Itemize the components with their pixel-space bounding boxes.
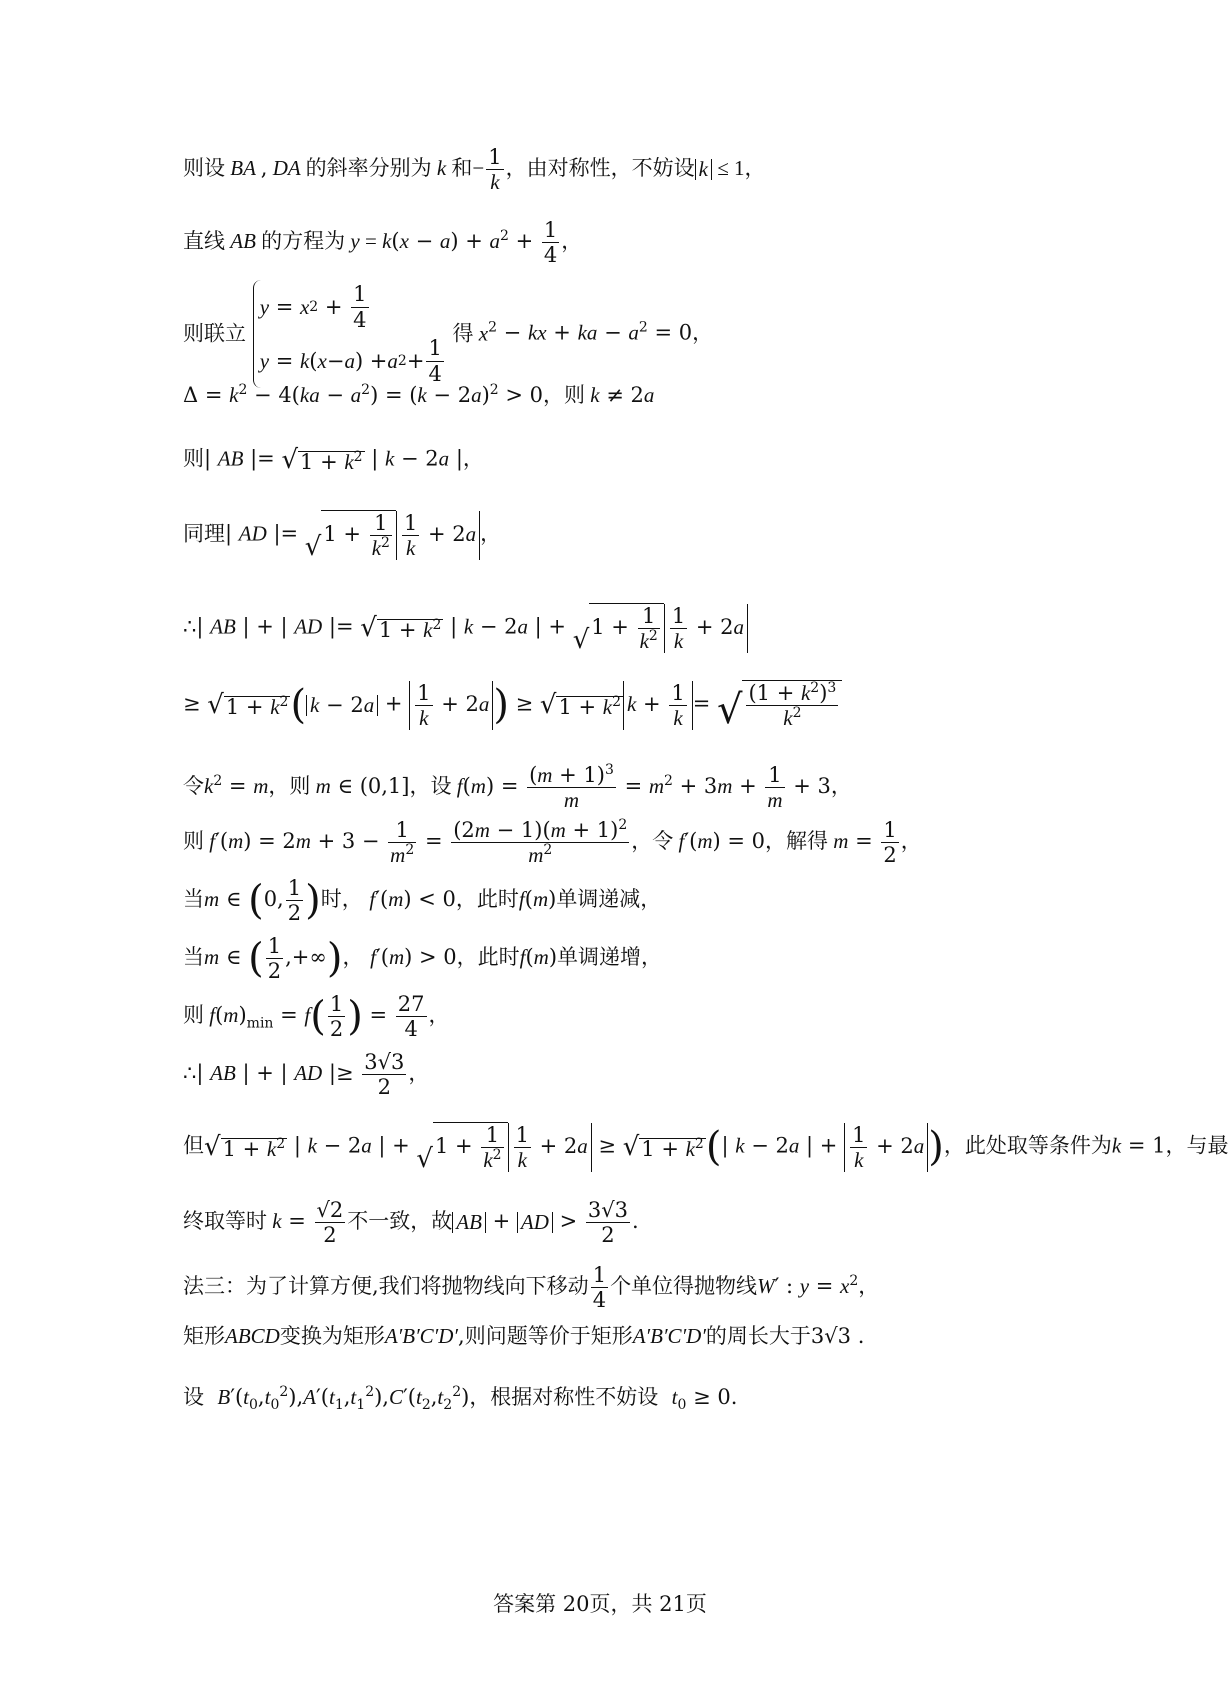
text-line-2: 直线 AB 的方程为 $y = k(x - a) + a^2$ + $\frac{1}{4}$ ， — [183, 218, 583, 268]
text-line-8: ≥ √ $1 + k^2$ ( k − 2a + $\frac{1}{k}$ + 2a ) ≥ √ $1 + k^2$ k + $\frac{1}{k}$ = √ $\frac{(1 + k^2)^3}{k^2}$ — [183, 680, 842, 730]
text-line-4: $\Delta = k^2 - 4(ka - a^2) = (k - 2a)^2 > 0$，则 k ≠ 2a — [183, 382, 655, 407]
text-line-14: ∴| AB | + | AD |≥ $\frac{3√3}{2}$ ， — [183, 1050, 430, 1100]
text-line-18: 矩形ABCD变换为矩形A′B′C′D′,则问题等价于矩形A′B′C′D′的周长大于3√3 . — [183, 1324, 865, 1348]
text-line-9: 令$k^2 = m$，则 m ∈ (0,1]，设 f(m) = $\frac{(m + 1)^3}{m}$ = $m^2 + 3m$ + $\frac{1}{m}$ + 3， — [183, 762, 852, 813]
text-line-12: 当m ∈ ( $\frac{1}{2}$ ,+∞)， f′(m) > 0，此时f(m)单调递增， — [183, 934, 663, 984]
text-line-5: 则| AB |= √ $1 + k^2$ | k − 2a |， — [183, 445, 484, 475]
text-line-13: 则 $f(m)_{min} = f$( $\frac{1}{2}$ ) = $\frac{27}{4}$ ， — [183, 992, 450, 1042]
text-line-17: 法三：为了计算方便,我们将抛物线向下移动 $\frac{1}{4}$ 个单位得抛物线W′ : $y = x^2$， — [183, 1263, 880, 1313]
text-line-1: 则设 BA , DA 的斜率分别为 k 和− $\frac{1}{k}$ ，由对称性，不妨设 k ≤ 1， — [183, 145, 766, 195]
text-line-3: 则联立 y = x 2 + $\frac{1}{4}$ y = k ( x − a ) + a 2 + $\frac{1}{4}$ 得 $x^2$ − kx + ka − $a^2 = 0$， — [183, 280, 713, 388]
text-line-11: 当m ∈ (0, $\frac{1}{2}$ )时， f′(m) < 0，此时f(m)单调递减， — [183, 876, 662, 926]
text-line-7: ∴| AB | + | AD |= √ $1 + k^2$ | k − 2a | + √ 1 + $\frac{1}{k^2}$ $\frac{1}{k}$ + 2a — [183, 603, 748, 653]
text-line-15: 但 √ $1 + k^2$ | k − 2a | + √ 1 + $\frac{1}{k^2}$ $\frac{1}{k}$ + 2a ≥ √ $1 + k^2$ (| k − 2a | + $\frac{1}{k}$ + 2a )，此处取等条件为k = 1，与最 — [183, 1122, 1229, 1175]
text-line-19: 设 $B'(t_0,t_0^2),A'(t_1,t_1^2),C'(t_2,t_2^2)$，根据对称性不妨设 $t_0 \ge 0$. — [183, 1384, 738, 1414]
page-footer: 答案第 20页，共 21页 — [493, 1592, 707, 1616]
text-line-6: 同理| AD |= √ 1 + $\frac{1}{k^2}$ $\frac{1}{k}$ + 2a ， — [183, 510, 502, 563]
text-line-16: 终取等时 k = $\frac{√2}{2}$ 不一致，故 AB + AD > $\frac{3√3}{2}$ . — [183, 1198, 639, 1248]
text-line-10: 则 f′(m) = 2m + 3 − $\frac{1}{m^2}$ = $\frac{(2m - 1)(m + 1)^2}{m^2}$ ，令 f′(m) = 0，解得 m = $\frac{1}{2}$ ， — [183, 817, 922, 868]
